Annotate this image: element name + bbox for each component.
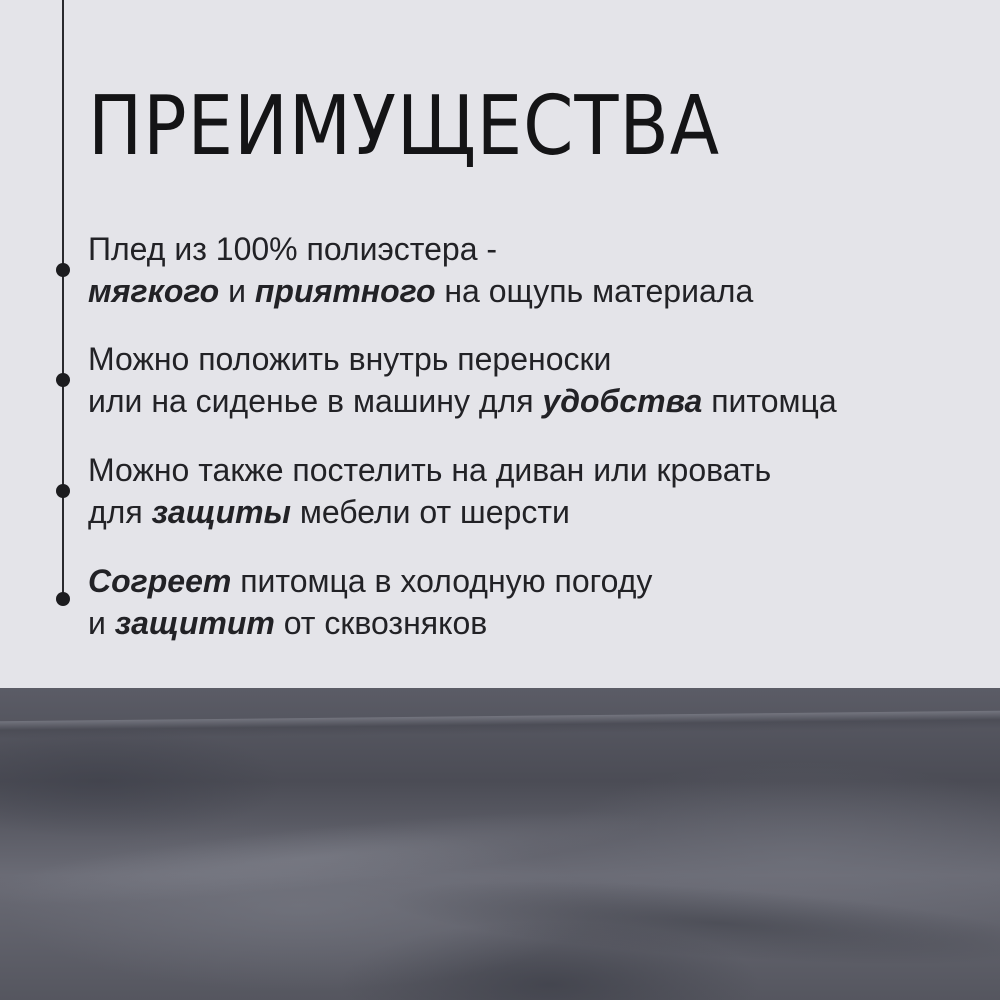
- benefit-text: или на сиденье в машину для: [88, 383, 543, 419]
- benefit-item-3: [88, 449, 978, 533]
- benefit-text: от сквозняков: [274, 605, 488, 641]
- benefit-text: и: [88, 605, 115, 641]
- bullet-dot: [56, 373, 70, 387]
- benefit-line: [88, 602, 978, 644]
- benefit-item-2: [88, 338, 978, 422]
- fabric-photo: [0, 688, 1000, 1000]
- benefit-line: Можно положить внутрь переноски: [88, 341, 612, 377]
- benefit-text: питомца в холодную погоду: [231, 563, 653, 599]
- timeline-line: [62, 0, 64, 600]
- benefit-line: [88, 560, 978, 602]
- benefit-item-1: [88, 228, 978, 312]
- benefit-line: [88, 270, 978, 312]
- bullet-dot: [56, 263, 70, 277]
- bullet-dot: [56, 484, 70, 498]
- benefit-text: для: [88, 494, 152, 530]
- benefit-text: мебели от шерсти: [290, 494, 570, 530]
- benefit-line: Можно также постелить на диван или кровать: [88, 452, 772, 488]
- emphasis-text: Согреет: [88, 563, 232, 599]
- fabric-fold: [378, 864, 1000, 981]
- benefit-line: [88, 380, 978, 422]
- emphasis-text: защитит: [114, 605, 275, 641]
- benefit-text: питомца: [702, 383, 837, 419]
- benefit-item-4: [88, 560, 978, 644]
- page-title: ПРЕИМУЩЕСТВА: [88, 79, 720, 174]
- emphasis-text: мягкого: [88, 273, 220, 309]
- emphasis-text: защиты: [151, 494, 291, 530]
- benefit-line: [88, 491, 978, 533]
- benefit-text: на ощупь материала: [435, 273, 754, 309]
- benefit-text: и: [219, 273, 255, 309]
- emphasis-text: удобства: [542, 383, 703, 419]
- benefit-line: Плед из 100% полиэстера -: [88, 231, 498, 267]
- emphasis-text: приятного: [254, 273, 436, 309]
- bullet-dot: [56, 592, 70, 606]
- fabric-seam: [0, 711, 1000, 739]
